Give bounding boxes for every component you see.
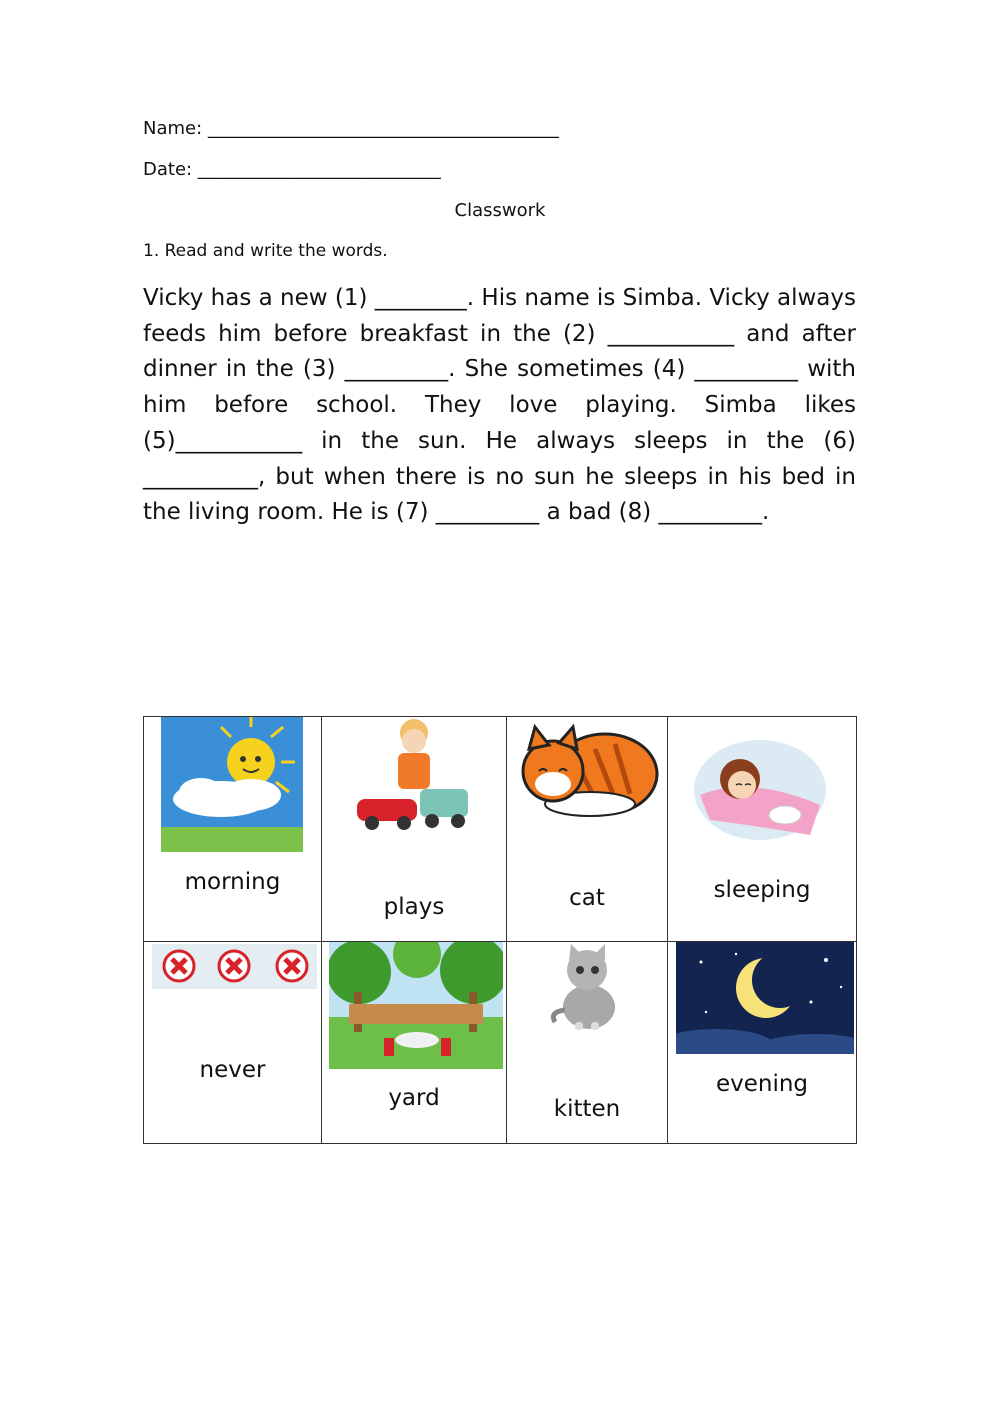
orange-cat-icon (515, 719, 660, 823)
word-card-plays (322, 717, 507, 942)
word-card-never (144, 942, 322, 1144)
word-label-yard: yard (388, 1085, 440, 1111)
grey-kitten-icon (545, 942, 630, 1036)
word-card-sleeping (668, 717, 857, 942)
word-card-cat (507, 717, 668, 942)
name-field-label: Name: _______________________________________ (143, 118, 559, 139)
word-card-yard (322, 942, 507, 1144)
word-label-sleeping: sleeping (713, 877, 811, 903)
word-label-morning: morning (184, 869, 281, 895)
red-x-marks-icon (152, 944, 317, 993)
word-label-evening: evening (715, 1071, 809, 1097)
word-label-cat: cat (569, 885, 605, 911)
sleeping-girl-icon (690, 735, 830, 849)
garden-yard-icon (329, 942, 503, 1073)
moon-night-icon (676, 942, 854, 1058)
word-card-morning (144, 717, 322, 942)
reading-passage: Vicky has a new (1) ________. His name is Simba. Vicky always feeds him before breakfast in the (2) ___________ and after dinner in the (3) _________. She sometimes (4) _________ with him before school. They love playing. Simba likes (5)___________ in the sun. He always sleeps in the (6) __________, but when there is no sun he sleeps in his bed in the living room. He is (7) _________ a bad (8) _________. (143, 285, 856, 526)
word-label-plays: plays (383, 894, 445, 920)
instruction-text: 1. Read and write the words. (143, 241, 388, 261)
sun-cloud-icon (161, 717, 303, 856)
boy-playing-cars-icon (352, 717, 477, 836)
word-label-kitten: kitten (553, 1096, 621, 1122)
word-bank-table (143, 716, 857, 1144)
page-title: Classwork (454, 200, 546, 221)
date-field-label: Date: ___________________________ (143, 159, 441, 180)
word-card-evening (668, 942, 857, 1144)
word-label-never: never (199, 1057, 266, 1083)
word-card-kitten (507, 942, 668, 1144)
